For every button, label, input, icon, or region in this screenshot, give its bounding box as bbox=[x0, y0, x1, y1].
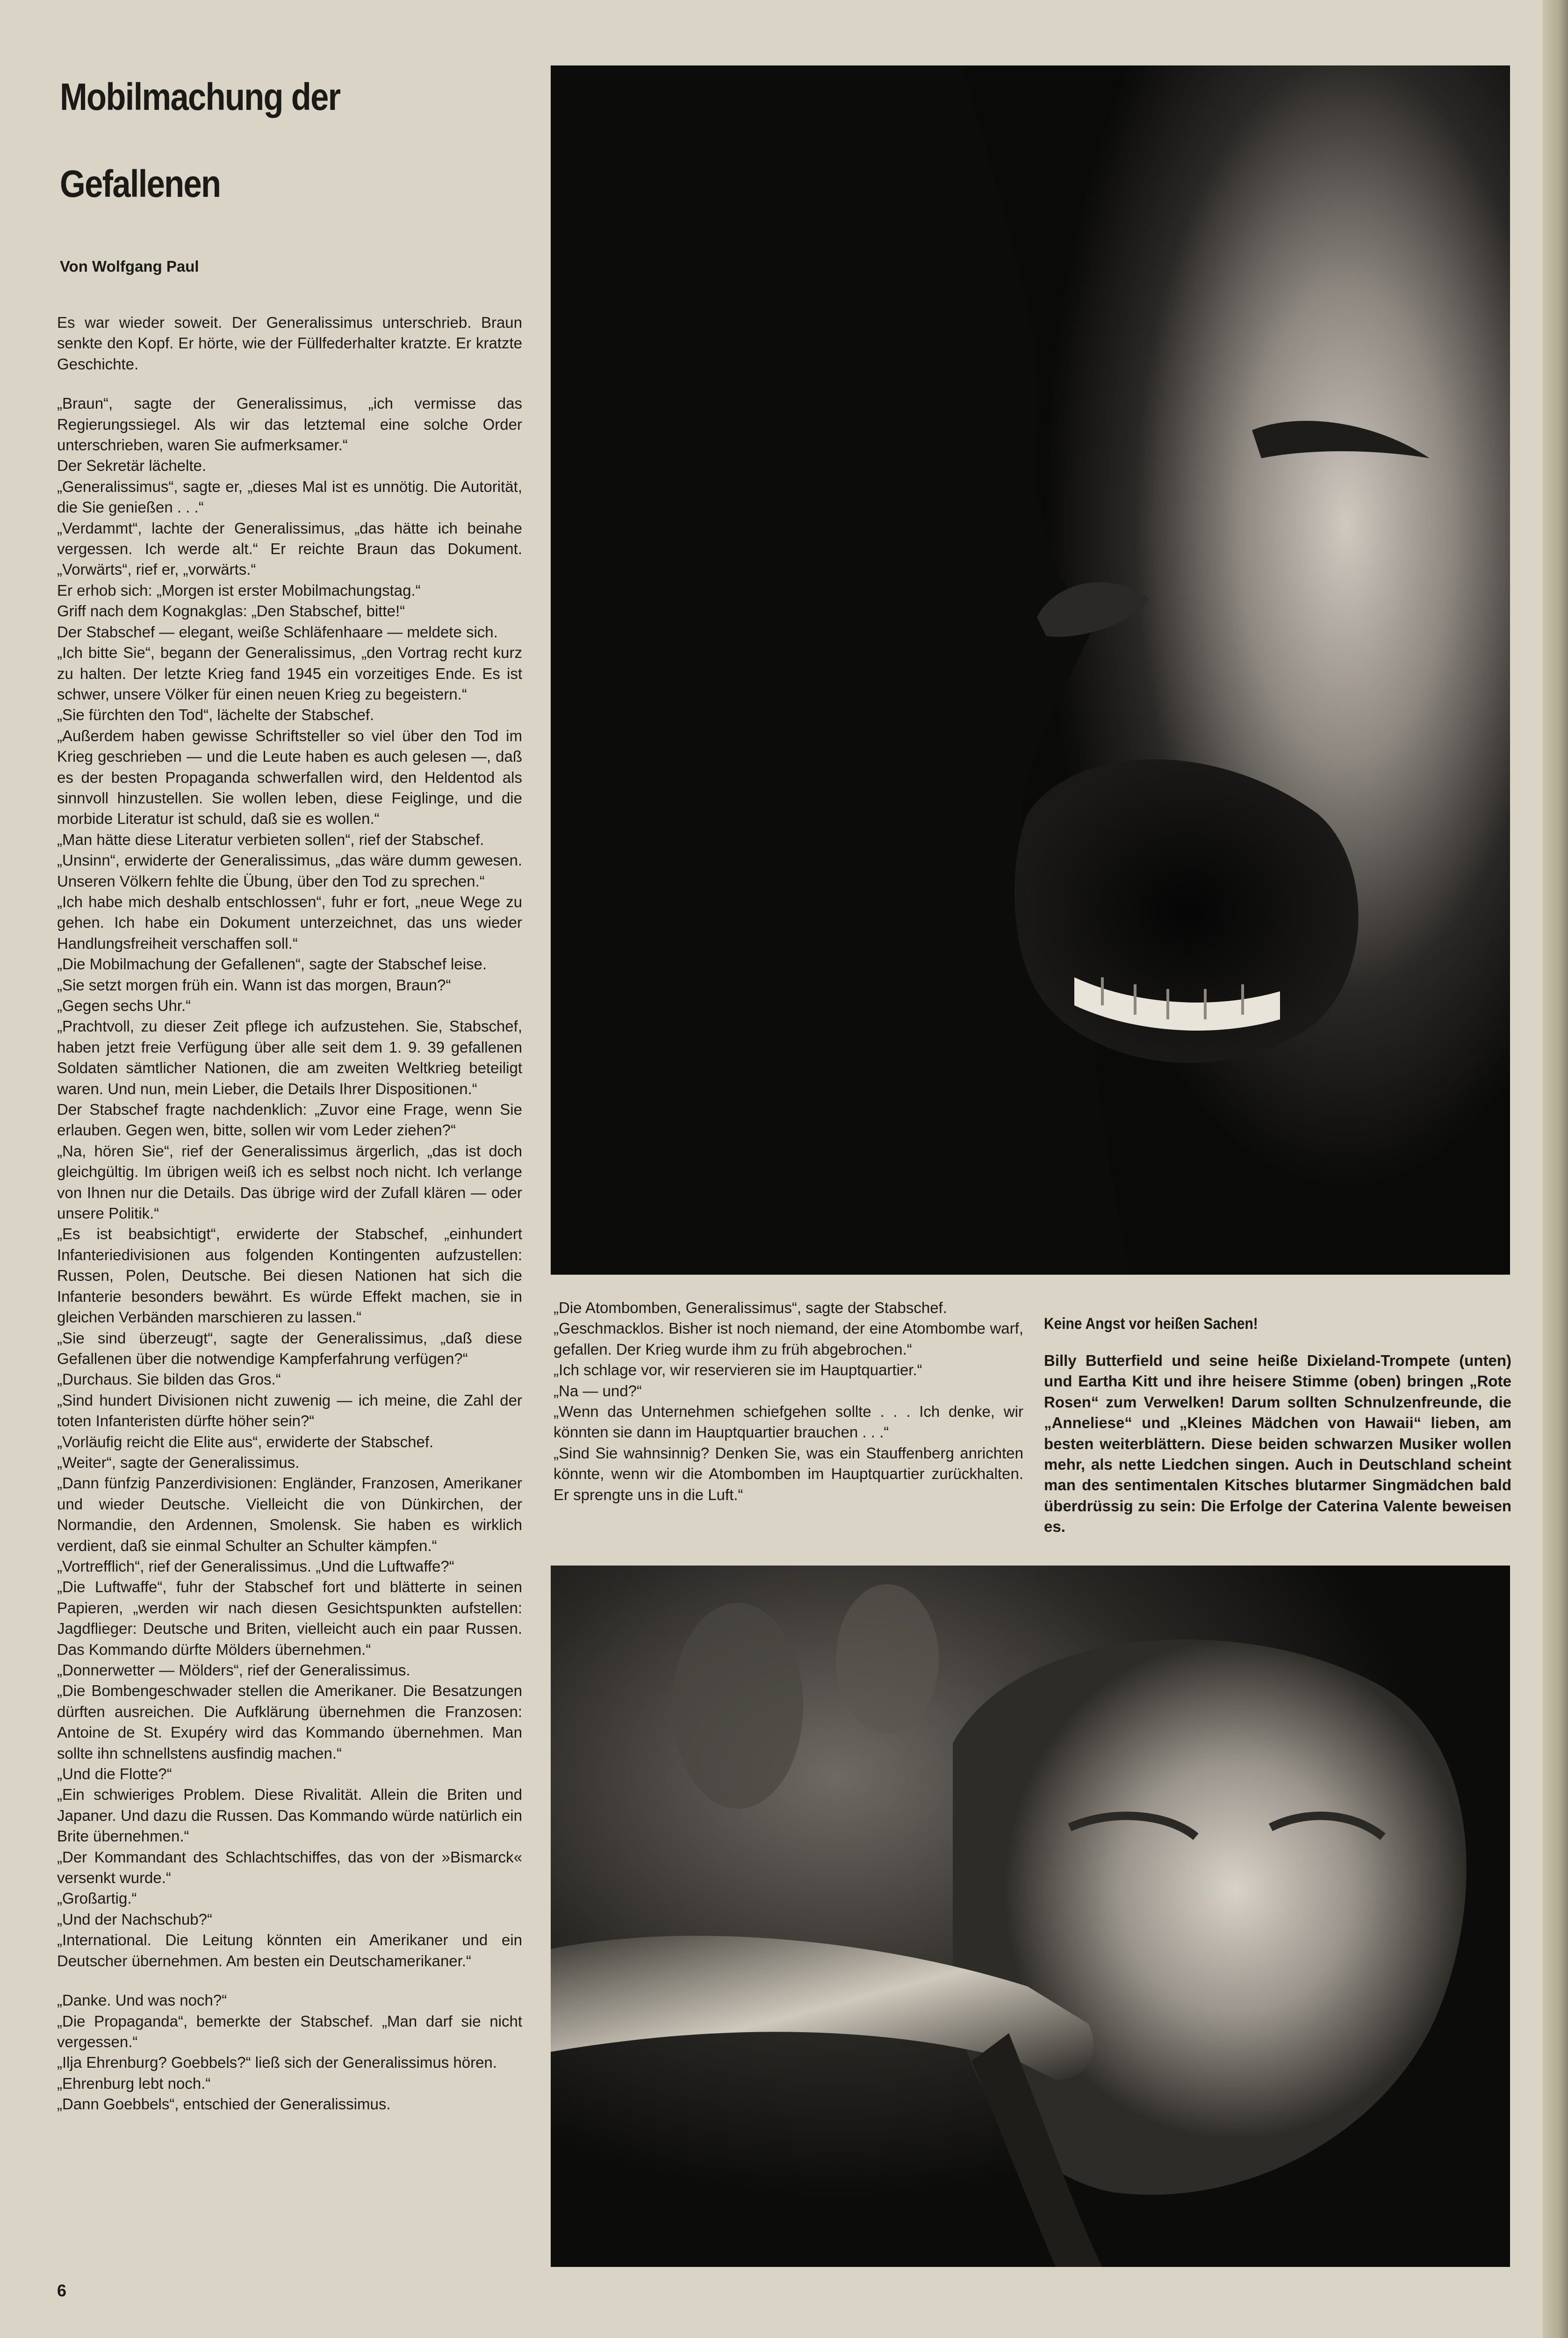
photo-caption-text: Billy Butterfield und seine heiße Dixieland-Trompete (unten) und Eartha Kitt und ihre heisere Stimme (oben) bringen „Rote Rosen“ zum Verwelken! Darum sollten Schnulzenfreunde, die „Anneliese“ und „Kleines Mädchen von Hawaii“ lieben, am besten weiterblättern. Diese beiden schwarzen Musiker wollen mehr, als nette Liedchen singen. Auch in Deutschland scheint man des sentimentalen Kitsches blutarmer Singmädchen bald überdrüssig zu sein: Die Erfolge der Caterina Valente beweisen es. bbox=[1044, 1352, 1511, 1536]
paragraph: „Braun“, sagte der Generalissimus, „ich vermisse das Regierungssiegel. Als wir das letztemal eine solche Order unterschrieben, waren Sie aufmerksamer.“ bbox=[57, 395, 522, 454]
paragraph: „Ein schwieriges Problem. Diese Rivalität. Allein die Briten und Japaner. Und dazu die Russen. Das Kommando würde natürlich ein Brite übernehmen.“ bbox=[57, 1786, 522, 1845]
paragraph: „Dann fünfzig Panzerdivisionen: Engländer, Franzosen, Amerikaner und wieder Deutsche. Vielleicht die von Dünkirchen, der Normandie, den Ardennen, Smolensk. Sie haben es wirklich verdient, daß sie einmal Schulter an Schulter kämpfen.“ bbox=[57, 1474, 522, 1554]
paragraph: „Die Bombengeschwader stellen die Amerikaner. Die Besatzungen dürften ausreichen. Die Aufklärung übernehmen die Franzosen: Antoine de St. Exupéry wird das Kommando übernehmen. Man sollte ihn schnellstens ausfindig machen.“ bbox=[57, 1682, 522, 1762]
paragraph: „Sie sind überzeugt“, sagte der Generalissimus, „daß diese Gefallenen über die notwendige Kampferfahrung verfügen?“ bbox=[57, 1329, 522, 1367]
byline: Von Wolfgang Paul bbox=[60, 258, 199, 275]
paragraph: „Donnerwetter — Mölders“, rief der Generalissimus. bbox=[57, 1661, 410, 1679]
paragraph: „Die Atombomben, Generalissimus“, sagte der Stabschef. bbox=[554, 1299, 947, 1316]
paragraph: „Ich habe mich deshalb entschlossen“, fuhr er fort, „neue Wege zu gehen. Ich habe ein Dokument unterzeichnet, das uns wieder Handlungsfreiheit verschaffen soll.“ bbox=[57, 893, 522, 952]
paragraph: „Die Luftwaffe“, fuhr der Stabschef fort und blätterte in seinen Papieren, „werden wir nach diesen Gesichtspunkten aufstellen: Jagdflieger: Deutsche und Briten, vielleicht auch ein paar Russen. Das Kommando dürfte Mölders übernehmen.“ bbox=[57, 1578, 522, 1658]
photo-caption-title: Keine Angst vor heißen Sachen! bbox=[1044, 1315, 1258, 1333]
paragraph: „Gegen sechs Uhr.“ bbox=[57, 997, 191, 1014]
paragraph: „Und die Flotte?“ bbox=[57, 1765, 172, 1783]
paragraph: „Danke. Und was noch?“ bbox=[57, 1992, 227, 2009]
paragraph: „Weiter“, sagte der Generalissimus. bbox=[57, 1453, 300, 1471]
page-edge-shadow bbox=[1543, 0, 1568, 2338]
paragraph: „Ich bitte Sie“, begann der Generalissimus, „den Vortrag recht kurz zu halten. Der letzte Krieg fand 1945 ein vorzeitiges Ende. Es ist schwer, unsere Völker für einen neuen Krieg zu begeistern.“ bbox=[57, 644, 522, 703]
paragraph: „Sind Sie wahnsinnig? Denken Sie, was ein Stauffenberg anrichten könnte, wenn wir die Atombomben im Hauptquartier zurückhalten. Er sprengte uns in die Luft.“ bbox=[554, 1444, 1023, 1503]
paragraph: „Sie fürchten den Tod“, lächelte der Stabschef. bbox=[57, 706, 374, 724]
paragraph: „Vorläufig reicht die Elite aus“, erwiderte der Stabschef. bbox=[57, 1433, 434, 1450]
photo-trumpeter bbox=[551, 1566, 1510, 2267]
paragraph: Er erhob sich: „Morgen ist erster Mobilmachungstag.“ bbox=[57, 581, 421, 599]
paragraph: „Prachtvoll, zu dieser Zeit pflege ich aufzustehen. Sie, Stabschef, haben jetzt freie Verfügung über alle seit dem 1. 9. 39 gefallenen Soldaten sämtlicher Nationen, die am zweiten Weltkrieg beteiligt waren. Und nun, mein Lieber, die Details Ihrer Dispositionen.“ bbox=[57, 1017, 522, 1097]
paragraph: „Die Propaganda“, bemerkte der Stabschef. „Man darf sie nicht vergessen.“ bbox=[57, 2012, 522, 2050]
paragraph: „Außerdem haben gewisse Schriftsteller so viel über den Tod im Krieg geschrieben — und die Leute haben es auch gelesen —, daß es der besten Propaganda schwerfallen wird, den Heldentod als sinnvoll hinzustellen. Sie wollen leben, diese Feiglinge, und die morbide Literatur ist schuld, daß sie es wollen.“ bbox=[57, 727, 522, 828]
paragraph: „Dann Goebbels“, entschied der Generalissimus. bbox=[57, 2095, 391, 2113]
paragraph: „Na, hören Sie“, rief der Generalissimus ärgerlich, „das ist doch gleichgültig. Im übrigen weiß ich es selbst noch nicht. Ich verlange von Ihnen nur die Details. Das übrige wird der Zufall klären — oder unsere Politik.“ bbox=[57, 1142, 522, 1222]
paragraph: Es war wieder soweit. Der Generalissimus unterschrieb. Braun senkte den Kopf. Er hörte, wie der Füllfederhalter kratzte. Er kratzte Geschichte. bbox=[57, 314, 522, 373]
paragraph: Der Stabschef fragte nachdenklich: „Zuvor eine Frage, wenn Sie erlauben. Gegen wen, bitte, sollen wir vom Leder ziehen?“ bbox=[57, 1101, 522, 1139]
paragraph: „Ilja Ehrenburg? Goebbels?“ ließ sich der Generalissimus hören. bbox=[57, 2054, 497, 2071]
paragraph: „Ehrenburg lebt noch.“ bbox=[57, 2074, 211, 2092]
paragraph: „Vortrefflich“, rief der Generalissimus. „Und die Luftwaffe?“ bbox=[57, 1557, 454, 1575]
paragraph: „Großartig.“ bbox=[57, 1890, 137, 1907]
paragraph: „Sind hundert Divisionen nicht zuwenig — ich meine, die Zahl der toten Infanteristen dürfte höher sein?“ bbox=[57, 1391, 522, 1430]
paragraph: Der Stabschef — elegant, weiße Schläfenhaare — meldete sich. bbox=[57, 623, 498, 641]
paragraph: „Sie setzt morgen früh ein. Wann ist das morgen, Braun?“ bbox=[57, 976, 451, 994]
paragraph: „Und der Nachschub?“ bbox=[57, 1910, 212, 1928]
paragraph: „International. Die Leitung könnten ein Amerikaner und ein Deutscher übernehmen. Am besten ein Deutschamerikaner.“ bbox=[57, 1931, 522, 1970]
paragraph: Griff nach dem Kognakglas: „Den Stabschef, bitte!“ bbox=[57, 602, 405, 620]
article-column-middle bbox=[554, 1298, 1023, 1505]
paragraph: „Der Kommandant des Schlachtschiffes, das von der »Bismarck« versenkt wurde.“ bbox=[57, 1848, 522, 1887]
paragraph: „Na — und?“ bbox=[554, 1382, 642, 1400]
headline-line-2: Gefallenen bbox=[60, 163, 221, 205]
paragraph: „Verdammt“, lachte der Generalissimus, „das hätte ich beinahe vergessen. Ich werde alt.“ Er reichte Braun das Dokument. „Vorwärts“, rief er, „vorwärts.“ bbox=[57, 519, 522, 578]
paragraph: „Die Mobilmachung der Gefallenen“, sagte der Stabschef leise. bbox=[57, 955, 487, 973]
paragraph: „Durchaus. Sie bilden das Gros.“ bbox=[57, 1371, 281, 1388]
paragraph: „Ich schlage vor, wir reservieren sie im Hauptquartier.“ bbox=[554, 1361, 922, 1379]
paragraph: „Generalissimus“, sagte er, „dieses Mal ist es unnötig. Die Autorität, die Sie genießen . . .“ bbox=[57, 477, 522, 516]
page-number: 6 bbox=[57, 2281, 67, 2300]
article-column-left bbox=[57, 312, 522, 2115]
article-headline bbox=[60, 54, 446, 228]
paragraph: „Wenn das Unternehmen schiefgehen sollte . . . Ich denke, wir könnten sie dann im Hauptquartier brauchen . . .“ bbox=[554, 1403, 1023, 1441]
paragraph: „Unsinn“, erwiderte der Generalissimus, „das wäre dumm gewesen. Unseren Völkern fehlte die Übung, über den Tod zu sprechen.“ bbox=[57, 851, 522, 890]
paragraph: Der Sekretär lächelte. bbox=[57, 457, 207, 475]
paragraph: „Geschmacklos. Bisher ist noch niemand, der eine Atombombe warf, gefallen. Der Krieg wurde ihm zu früh abgebrochen.“ bbox=[554, 1320, 1023, 1358]
paragraph: „Man hätte diese Literatur verbieten sollen“, rief der Stabschef. bbox=[57, 830, 484, 848]
headline-line-1: Mobilmachung der bbox=[60, 76, 340, 118]
photo-singer-closeup bbox=[551, 65, 1510, 1275]
paragraph: „Es ist beabsichtigt“, erwiderte der Stabschef, „einhundert Infanteriedivisionen aus folgenden Kontingenten aufzustellen: Russen, Polen, Deutsche. Bei diesen Nationen hat sich die Infanterie besonders bewährt. Es würde Effekt machen, sie in gleichen Verbänden marschieren zu lassen.“ bbox=[57, 1225, 522, 1326]
